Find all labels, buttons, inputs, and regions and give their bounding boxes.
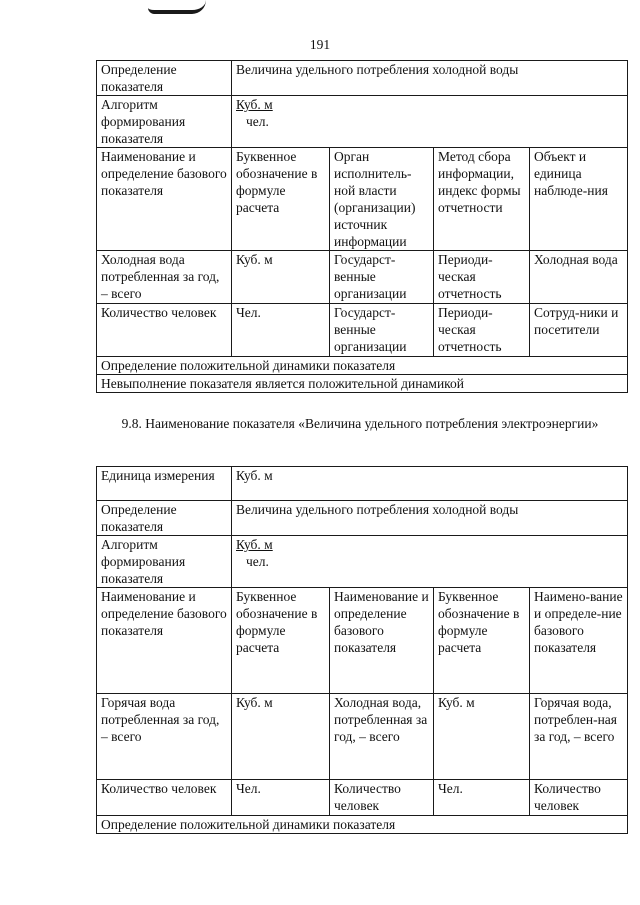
definition-label: Определение показателя: [97, 501, 232, 536]
column-header: Орган исполнитель-ной власти (организации) источник информации: [330, 148, 434, 251]
section-heading: 9.8. Наименование показателя «Величина удельного потребления электроэнергии»: [121, 416, 599, 431]
table-cell: Чел.: [434, 780, 530, 816]
table-cell: Чел.: [232, 780, 330, 816]
table-row: [97, 780, 628, 816]
table-cell: Холодная вода потребленная за год, – всего: [97, 251, 232, 304]
table-header-row: [97, 588, 628, 694]
scan-artifact: [148, 0, 206, 14]
column-header: Наимено-вание и определе-ние базового показателя: [530, 588, 628, 694]
column-header: Наименование и определение базового показателя: [97, 588, 232, 694]
formula-numerator: Куб. м: [236, 537, 273, 552]
table-row: [97, 501, 628, 536]
table-cell: Периоди-ческая отчетность: [434, 251, 530, 304]
table-header-row: [97, 148, 628, 251]
dynamics-label: Определение положительной динамики показателя: [97, 816, 628, 834]
table-row: [97, 375, 628, 393]
column-header: Наименование и определение базового показателя: [330, 588, 434, 694]
table-row: [97, 816, 628, 834]
table-cell: Горячая вода потребленная за год, – всего: [97, 694, 232, 780]
table-row: [97, 694, 628, 780]
column-header: Буквенное обозначение в формуле расчета: [232, 148, 330, 251]
column-header: Наименование и определение базового показателя: [97, 148, 232, 251]
table-cell: Куб. м: [232, 694, 330, 780]
table-cell: Холодная вода, потребленная за год, – всего: [330, 694, 434, 780]
table-cell: Государст-венные организации: [330, 304, 434, 357]
table-row: [97, 251, 628, 304]
column-header: Метод сбора информации, индекс формы отчетности: [434, 148, 530, 251]
table-row: [97, 357, 628, 375]
table-cell: Количество человек: [330, 780, 434, 816]
formula-denominator: чел.: [246, 554, 269, 569]
table-cell: Чел.: [232, 304, 330, 357]
indicator-table-cold-water: [96, 60, 628, 393]
formula-numerator: Куб. м: [236, 97, 273, 112]
definition-value: Величина удельного потребления холодной воды: [232, 61, 628, 96]
table-cell: Сотруд-ники и посетители: [530, 304, 628, 357]
table-row: [97, 96, 628, 148]
table-row: [97, 61, 628, 96]
definition-label: Определение показателя: [97, 61, 232, 96]
table-row: [97, 467, 628, 501]
algorithm-formula: [232, 536, 628, 588]
dynamics-value: Невыполнение показателя является положительной динамикой: [97, 375, 628, 393]
table-cell: Куб. м: [232, 251, 330, 304]
definition-value: Величина удельного потребления холодной воды: [232, 501, 628, 536]
table-cell: Количество человек: [530, 780, 628, 816]
table-cell: Количество человек: [97, 304, 232, 357]
table-cell: Количество человек: [97, 780, 232, 816]
column-header: Буквенное обозначение в формуле расчета: [232, 588, 330, 694]
table-cell: Холодная вода: [530, 251, 628, 304]
indicator-table-electricity: [96, 466, 628, 834]
table-row: [97, 304, 628, 357]
table-cell: Государст-венные организации: [330, 251, 434, 304]
table-row: [97, 536, 628, 588]
algorithm-formula: [232, 96, 628, 148]
page-number: 191: [309, 37, 331, 52]
column-header: Объект и единица наблюде-ния: [530, 148, 628, 251]
table-cell: Куб. м: [434, 694, 530, 780]
algorithm-label: Алгоритм формирования показателя: [97, 96, 232, 148]
table-cell: Горячая вода, потреблен-ная за год, – всего: [530, 694, 628, 780]
unit-label: Единица измерения: [97, 467, 232, 501]
formula-denominator: чел.: [246, 114, 269, 129]
dynamics-label: Определение положительной динамики показателя: [97, 357, 628, 375]
table-cell: Периоди-ческая отчетность: [434, 304, 530, 357]
unit-value: Куб. м: [232, 467, 628, 501]
algorithm-label: Алгоритм формирования показателя: [97, 536, 232, 588]
column-header: Буквенное обозначение в формуле расчета: [434, 588, 530, 694]
